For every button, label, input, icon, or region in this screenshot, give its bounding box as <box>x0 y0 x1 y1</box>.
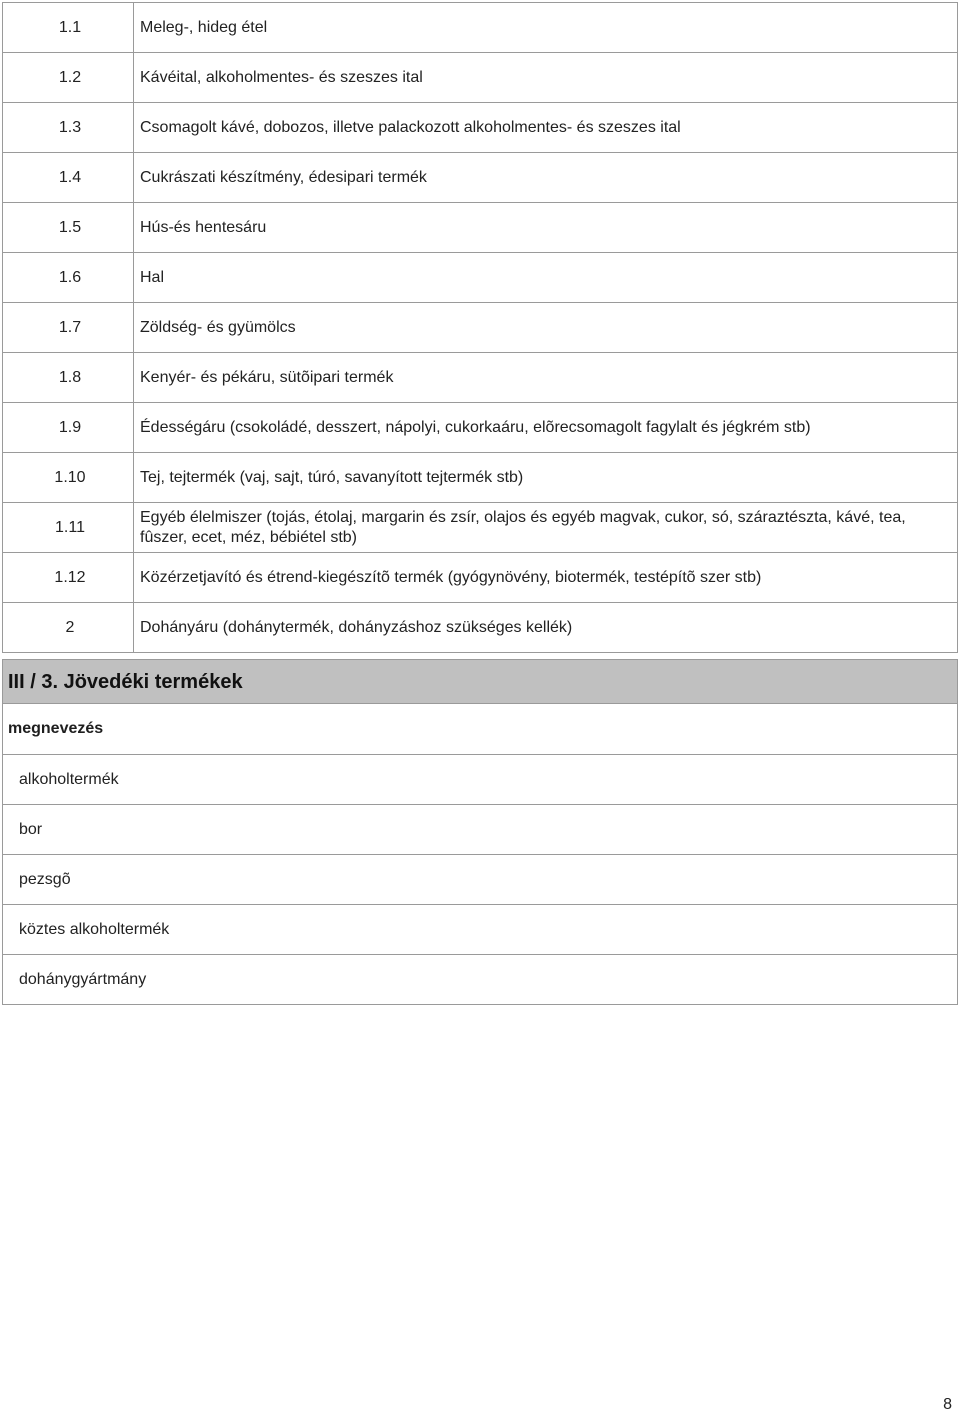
category-label: Cukrászati készítmény, édesipari termék <box>134 153 958 203</box>
category-code: 1.4 <box>3 153 134 203</box>
category-label: Hal <box>134 253 958 303</box>
row-tick-mark <box>3 904 15 905</box>
category-label: Édességáru (csokoládé, desszert, nápolyi, cukorkaáru, elõrecsomagolt fagylalt és jégkrém stb) <box>134 403 958 453</box>
category-code: 2 <box>3 603 134 653</box>
table-row <box>3 3 958 53</box>
category-code: 1.1 <box>3 3 134 53</box>
column-header: megnevezés <box>3 704 958 755</box>
category-code: 1.10 <box>3 453 134 503</box>
list-item <box>3 805 958 855</box>
category-label: Kávéital, alkoholmentes- és szeszes ital <box>134 53 958 103</box>
table-row <box>3 453 958 503</box>
list-item <box>3 855 958 905</box>
column-header-row <box>3 704 958 755</box>
table-row <box>3 403 958 453</box>
excise-item-label: alkoholtermék <box>19 770 119 788</box>
table-row <box>3 153 958 203</box>
excise-item <box>3 805 958 855</box>
excise-products-table <box>2 659 958 1005</box>
category-label: Csomagolt kávé, dobozos, illetve palackozott alkoholmentes- és szeszes ital <box>134 103 958 153</box>
row-tick-mark <box>3 954 15 955</box>
category-code: 1.9 <box>3 403 134 453</box>
category-code: 1.11 <box>3 503 134 553</box>
category-label: Zöldség- és gyümölcs <box>134 303 958 353</box>
category-code: 1.8 <box>3 353 134 403</box>
category-code: 1.6 <box>3 253 134 303</box>
list-item <box>3 905 958 955</box>
category-code: 1.7 <box>3 303 134 353</box>
list-item <box>3 955 958 1005</box>
table-row <box>3 353 958 403</box>
list-item <box>3 755 958 805</box>
table-row <box>3 553 958 603</box>
row-tick-mark <box>3 804 15 805</box>
table-row <box>3 203 958 253</box>
category-label: Közérzetjavító és étrend-kiegészítõ termék (gyógynövény, biotermék, testépítõ szer stb) <box>134 553 958 603</box>
table-row <box>3 253 958 303</box>
excise-item <box>3 855 958 905</box>
table-row <box>3 503 958 553</box>
category-code: 1.2 <box>3 53 134 103</box>
section-title: III / 3. Jövedéki termékek <box>3 660 958 704</box>
category-label: Tej, tejtermék (vaj, sajt, túró, savanyított tejtermék stb) <box>134 453 958 503</box>
category-label: Kenyér- és pékáru, sütõipari termék <box>134 353 958 403</box>
table-row <box>3 103 958 153</box>
excise-item-label: dohánygyártmány <box>19 970 147 988</box>
excise-item <box>3 955 958 1005</box>
category-code: 1.3 <box>3 103 134 153</box>
category-label: Egyéb élelmiszer (tojás, étolaj, margarin és zsír, olajos és egyéb magvak, cukor, só, száraztészta, kávé, tea, fûszer, ecet, méz, bébiétel stb) <box>134 503 958 553</box>
row-tick-mark <box>3 854 15 855</box>
table-row <box>3 53 958 103</box>
excise-item-label: pezsgõ <box>19 870 71 888</box>
category-code: 1.12 <box>3 553 134 603</box>
excise-item <box>3 905 958 955</box>
category-label: Meleg-, hideg étel <box>134 3 958 53</box>
product-category-table <box>2 2 958 653</box>
excise-item <box>3 755 958 805</box>
category-label: Hús-és hentesáru <box>134 203 958 253</box>
excise-item-label: köztes alkoholtermék <box>19 920 170 938</box>
excise-item-label: bor <box>19 820 43 838</box>
category-code: 1.5 <box>3 203 134 253</box>
section-heading-row <box>3 660 958 704</box>
category-label: Dohányáru (dohánytermék, dohányzáshoz szükséges kellék) <box>134 603 958 653</box>
page-number: 8 <box>943 1396 952 1413</box>
table-row <box>3 303 958 353</box>
table-row <box>3 603 958 653</box>
